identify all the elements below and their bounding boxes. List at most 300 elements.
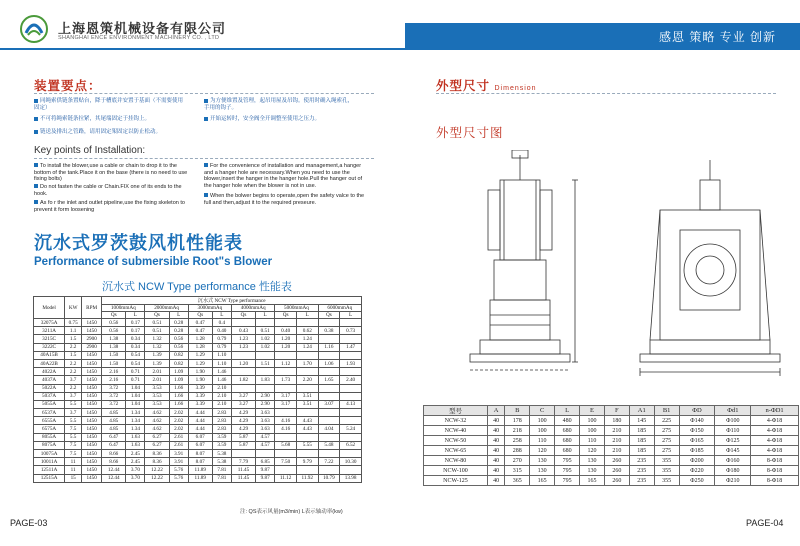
dimension-header: ΦD <box>679 406 715 416</box>
table-row <box>34 458 362 466</box>
table-cell: 12.44 <box>102 474 126 482</box>
install-note-cn-1: 同绳索供链条置贴台，降于槽底并安置于基面（不需要使用固定） <box>34 98 184 111</box>
table-cell: 4.29 <box>232 409 256 417</box>
table-cell: 2.02 <box>169 425 188 433</box>
table-cell: 3.27 <box>232 400 256 408</box>
table-cell: 185 <box>629 446 654 456</box>
table-cell: 3.91 <box>169 450 188 458</box>
table-cell: 180 <box>604 416 629 426</box>
table-cell: 3.59 <box>212 433 231 441</box>
table-cell: 3.53 <box>145 400 169 408</box>
table-cell: 7.22 <box>318 458 340 466</box>
install-title-en: Key points of Installation: <box>34 145 146 156</box>
table-cell: Φ185 <box>679 446 715 456</box>
table-cell: 275 <box>654 426 679 436</box>
table-cell: 40A22B <box>34 359 65 367</box>
table-cell: 288 <box>505 446 530 456</box>
table-cell: 5055A <box>34 400 65 408</box>
table-cell <box>232 351 256 359</box>
table-cell: 1.28 <box>188 335 212 343</box>
table-cell: 0.51 <box>145 327 169 335</box>
table-cell: 5.5 <box>65 417 82 425</box>
col-l: L <box>212 312 231 319</box>
table-cell: 2.10 <box>212 392 231 400</box>
table-cell: 1.29 <box>188 359 212 367</box>
table-cell: 4.43 <box>296 425 318 433</box>
table-cell: 795 <box>555 466 580 476</box>
table-cell: 2.2 <box>65 384 82 392</box>
table-cell: 0.34 <box>126 343 145 351</box>
table-cell <box>318 319 340 327</box>
table-cell: NCW-65 <box>424 446 488 456</box>
pressure-header: 4000mmAq <box>232 305 275 312</box>
table-cell: 2.01 <box>145 376 169 384</box>
table-cell: 2.90 <box>255 400 274 408</box>
table-cell <box>340 433 362 441</box>
table-cell: NCW-50 <box>424 436 488 446</box>
table-cell: 3.17 <box>275 392 297 400</box>
table-cell <box>318 450 340 458</box>
table-cell: 100 <box>580 416 605 426</box>
slogan: 感恩 策略 专业 创新 <box>658 30 776 44</box>
table-cell: 9.87 <box>255 466 274 474</box>
table-cell: 5022A <box>34 384 65 392</box>
table-cell: 1450 <box>82 319 102 327</box>
table-row <box>424 466 799 476</box>
table-cell: 4.43 <box>296 417 318 425</box>
table-cell: 3.70 <box>126 466 145 474</box>
table-cell: 1450 <box>82 450 102 458</box>
table-cell: 2900 <box>82 335 102 343</box>
table-cell: 3.72 <box>102 392 126 400</box>
table-cell: 185 <box>629 436 654 446</box>
table-cell: 3.72 <box>102 400 126 408</box>
table-cell: 100 <box>530 416 555 426</box>
col-l: L <box>296 312 318 319</box>
table-cell: 1450 <box>82 392 102 400</box>
table-cell: 4.85 <box>102 425 126 433</box>
col-rpm: RPM <box>82 297 102 319</box>
table-cell: 0.54 <box>126 351 145 359</box>
table-cell: 12515A <box>34 474 65 482</box>
table-cell: 1450 <box>82 400 102 408</box>
col-l: L <box>126 312 145 319</box>
table-cell: 6.47 <box>102 441 126 449</box>
table-cell: 7.81 <box>212 466 231 474</box>
table-cell <box>340 450 362 458</box>
table-cell: 130 <box>530 456 555 466</box>
table-cell: 0.79 <box>212 343 231 351</box>
table-cell: 8.36 <box>145 458 169 466</box>
table-cell: 1450 <box>82 327 102 335</box>
table-cell <box>318 351 340 359</box>
table-cell: 1.51 <box>255 359 274 367</box>
table-cell: 3.72 <box>102 384 126 392</box>
dimension-header: A <box>487 406 504 416</box>
table-cell: 3.59 <box>212 441 231 449</box>
table-cell: 680 <box>555 446 580 456</box>
table-cell: 6537A <box>34 409 65 417</box>
table-cell: 6.85 <box>255 458 274 466</box>
table-cell: 13.98 <box>340 474 362 482</box>
table-cell: 11.45 <box>232 466 256 474</box>
table-cell: 6.07 <box>188 433 212 441</box>
table-row <box>34 392 362 400</box>
table-cell: 185 <box>629 426 654 436</box>
header-divider <box>0 48 405 50</box>
table-cell: 0.71 <box>126 376 145 384</box>
dimension-header: Φd1 <box>715 406 751 416</box>
install-divider <box>34 93 374 94</box>
table-cell: 2.10 <box>212 384 231 392</box>
table-cell: 1.09 <box>169 376 188 384</box>
install-note-en-2: Do not fasten the cable or Chain.FIX one of its ends to the hook. <box>34 184 182 197</box>
table-cell: 1450 <box>82 425 102 433</box>
table-cell: 4.16 <box>275 425 297 433</box>
table-cell: 4-Φ18 <box>751 426 799 436</box>
table-cell: 40 <box>487 436 504 446</box>
table-cell: 2.83 <box>212 417 231 425</box>
table-row <box>424 446 799 456</box>
table-cell: 218 <box>505 426 530 436</box>
table-cell: 1450 <box>82 433 102 441</box>
table-cell: 1.34 <box>126 425 145 433</box>
table-cell <box>275 433 297 441</box>
table-cell: 0.56 <box>102 319 126 327</box>
table-cell: 40 <box>487 426 504 436</box>
table-cell: 0.40 <box>275 327 297 335</box>
install-note-en-4: For the convenience of installation and management,a hanger and a hanger hole are necessary.When you need to use the blower,insert the hanger in the hanger hole.Pull the hanger out of the hanger hole when the blower is not in use. <box>204 163 363 189</box>
page-header <box>0 0 800 50</box>
table-cell: 2.2 <box>65 359 82 367</box>
table-cell: 1.02 <box>255 335 274 343</box>
table-cell: 2.45 <box>126 458 145 466</box>
col-l: L <box>255 312 274 319</box>
table-cell <box>232 368 256 376</box>
table-cell <box>340 351 362 359</box>
table-cell: 2.01 <box>145 368 169 376</box>
table-cell <box>275 384 297 392</box>
table-cell <box>340 368 362 376</box>
table-cell: 5037A <box>34 392 65 400</box>
table-cell: 3211A <box>34 327 65 335</box>
table-cell <box>318 392 340 400</box>
table-cell <box>340 335 362 343</box>
dimension-header: 型号 <box>424 406 488 416</box>
table-cell: 1.23 <box>232 335 256 343</box>
table-cell: 1.90 <box>188 376 212 384</box>
table-cell: 32075A <box>34 319 65 327</box>
table-cell: 6.27 <box>145 441 169 449</box>
table-cell: 5.5 <box>65 433 82 441</box>
table-cell <box>340 392 362 400</box>
table-cell: 11.92 <box>296 474 318 482</box>
table-cell: 1.20 <box>275 343 297 351</box>
table-cell: 1.09 <box>169 368 188 376</box>
table-cell <box>232 384 256 392</box>
table-row <box>34 319 362 327</box>
table-cell: 1.06 <box>318 359 340 367</box>
table-cell: 10075A <box>34 450 65 458</box>
table-cell: 10011A <box>34 458 65 466</box>
table-cell: 4.44 <box>188 425 212 433</box>
table-cell: 15 <box>65 474 82 482</box>
performance-table <box>33 296 362 483</box>
table-cell: 2.10 <box>212 400 231 408</box>
table-row <box>424 416 799 426</box>
table-cell <box>318 409 340 417</box>
table-cell: 1450 <box>82 458 102 466</box>
table-cell: 3.63 <box>255 409 274 417</box>
col-qs: Qs <box>188 312 212 319</box>
page-number-right: PAGE-04 <box>746 518 784 528</box>
table-cell: 130 <box>530 466 555 476</box>
table-cell: 40 <box>487 456 504 466</box>
dimension-header: F <box>604 406 629 416</box>
table-cell: 3.7 <box>65 392 82 400</box>
table-cell: 1.46 <box>212 376 231 384</box>
table-cell: 11.12 <box>275 474 297 482</box>
table-cell: 2.02 <box>169 409 188 417</box>
col-kw: KW <box>65 297 82 319</box>
table-cell: 110 <box>530 436 555 446</box>
table-cell: 1.90 <box>188 368 212 376</box>
table-cell: 315 <box>505 466 530 476</box>
table-cell <box>318 368 340 376</box>
table-cell: 1.02 <box>255 343 274 351</box>
table-cell: NCW-100 <box>424 466 488 476</box>
table-cell <box>340 409 362 417</box>
table-cell: 8055A <box>34 433 65 441</box>
table-cell: 355 <box>654 476 679 486</box>
table-cell <box>255 384 274 392</box>
table-cell: 4.62 <box>145 417 169 425</box>
table-cell: 4.29 <box>232 417 256 425</box>
pressure-header: 3000mmAq <box>188 305 231 312</box>
table-cell: Φ200 <box>679 456 715 466</box>
table-cell <box>318 466 340 474</box>
install-note-en-1: To install the blower,use a cable or chain to drop it to the bottom of the tank.Place it on the base (there is no need to use fixing bolts) <box>34 163 188 182</box>
table-cell: 110 <box>580 436 605 446</box>
table-cell: 11.89 <box>188 474 212 482</box>
install-note-cn-5: 开始运转时，安全阀全开调整至使用之压力。 <box>204 116 354 123</box>
table-cell <box>255 450 274 458</box>
table-cell <box>275 351 297 359</box>
table-cell <box>232 450 256 458</box>
table-cell: 4.57 <box>255 433 274 441</box>
table-cell: 165 <box>530 476 555 486</box>
table-cell: 10.79 <box>318 474 340 482</box>
table-cell <box>275 409 297 417</box>
table-cell: 130 <box>580 456 605 466</box>
table-cell <box>296 384 318 392</box>
table-cell <box>275 466 297 474</box>
table-cell: 795 <box>555 476 580 486</box>
table-cell: 2.83 <box>212 425 231 433</box>
col-model: Model <box>34 297 65 319</box>
table-row <box>34 433 362 441</box>
table-row <box>34 425 362 433</box>
table-cell: 4.85 <box>102 409 126 417</box>
col-l: L <box>169 312 188 319</box>
table-cell: 2.40 <box>340 376 362 384</box>
table-cell: Φ150 <box>679 426 715 436</box>
table-cell: 2900 <box>82 343 102 351</box>
table-cell: 9.87 <box>255 474 274 482</box>
table-cell: 4.16 <box>275 417 297 425</box>
table-cell: 6575A <box>34 425 65 433</box>
table-cell: 0.56 <box>169 343 188 351</box>
table-cell: 1.82 <box>232 376 256 384</box>
col-l: L <box>340 312 362 319</box>
table-cell: 1.50 <box>102 351 126 359</box>
table-cell: 6.47 <box>102 433 126 441</box>
table-cell: 7.50 <box>275 458 297 466</box>
install-note-cn-2: 不可将绳索链条拉紧，其尾端固定于挂钩上。 <box>34 116 184 123</box>
table-cell: 3.53 <box>145 384 169 392</box>
table-cell: 1.23 <box>232 343 256 351</box>
table-cell: 3.51 <box>296 392 318 400</box>
table-cell: 8.07 <box>188 450 212 458</box>
table-row <box>34 384 362 392</box>
table-cell <box>296 466 318 474</box>
install-note-cn-4: 为方便维置及管理，起吊用屋及吊钩。使用时确入绳索孔，手用的钩子。 <box>204 98 354 111</box>
table-cell: 1.47 <box>340 343 362 351</box>
table-cell: 210 <box>604 426 629 436</box>
table-cell: 12.44 <box>102 466 126 474</box>
table-cell: 4.04 <box>318 425 340 433</box>
table-row <box>34 351 362 359</box>
table-cell: Φ180 <box>715 466 751 476</box>
dimension-header: L <box>555 406 580 416</box>
table-cell: 40 <box>487 446 504 456</box>
table-cell: Φ160 <box>715 456 751 466</box>
table-cell: 0.75 <box>65 319 82 327</box>
table-cell: 1.12 <box>275 359 297 367</box>
table-cell: 1450 <box>82 351 102 359</box>
table-cell: 3.39 <box>188 384 212 392</box>
table-cell: 2.83 <box>212 409 231 417</box>
table-cell: 4.85 <box>102 417 126 425</box>
table-cell: 1.39 <box>145 359 169 367</box>
table-cell: 40 <box>487 466 504 476</box>
table-cell <box>296 319 318 327</box>
install-note-en-5: When the bolwer begins to operate,open the safety valce to the full and then,adjust it to the required preseure. <box>204 193 365 206</box>
table-cell: 0.82 <box>169 351 188 359</box>
table-cell: 3.91 <box>169 458 188 466</box>
table-cell: 1.65 <box>318 376 340 384</box>
table-cell: Φ110 <box>715 426 751 436</box>
table-cell: NCW-125 <box>424 476 488 486</box>
table-cell: 3.51 <box>296 400 318 408</box>
table-cell: 4.44 <box>188 409 212 417</box>
table-cell: 0.71 <box>126 368 145 376</box>
table-cell: 0.62 <box>296 327 318 335</box>
dimension-header: B <box>505 406 530 416</box>
table-cell: 8.36 <box>145 450 169 458</box>
table-cell: 1.38 <box>102 343 126 351</box>
dimension-header: n-ΦD1 <box>751 406 799 416</box>
table-cell: 0.73 <box>340 327 362 335</box>
table-cell: 7.5 <box>65 441 82 449</box>
table-cell <box>296 450 318 458</box>
table-cell: 3.07 <box>318 400 340 408</box>
table-cell: 1450 <box>82 466 102 474</box>
company-name-cn: 上海恩策机械设备有限公司 <box>58 21 227 36</box>
table-cell: 210 <box>604 436 629 446</box>
table-cell: 40 <box>487 416 504 426</box>
table-cell <box>255 351 274 359</box>
table-cell: 1.83 <box>255 376 274 384</box>
table-cell: 235 <box>629 456 654 466</box>
dimension-header: E <box>580 406 605 416</box>
header-banner <box>405 23 800 50</box>
table-cell: Φ145 <box>715 446 751 456</box>
table-cell: 4.57 <box>255 441 274 449</box>
table-cell <box>275 319 297 327</box>
table-cell: Φ140 <box>679 416 715 426</box>
table-cell: 6555A <box>34 417 65 425</box>
table-cell: 4-Φ18 <box>751 446 799 456</box>
table-cell: NCW-32 <box>424 416 488 426</box>
table-cell: 1.66 <box>169 400 188 408</box>
pressure-header: 6000mmAq <box>318 305 361 312</box>
table-cell: 0.82 <box>169 359 188 367</box>
table-cell: 1450 <box>82 409 102 417</box>
table-row <box>34 400 362 408</box>
table-cell: 1.66 <box>169 384 188 392</box>
table-cell: 1.24 <box>296 343 318 351</box>
table-cell: 3215C <box>34 335 65 343</box>
table-cell: 4.62 <box>145 409 169 417</box>
dimension-header: A1 <box>629 406 654 416</box>
table-cell: 130 <box>580 466 605 476</box>
table-cell: 1.38 <box>102 335 126 343</box>
table-cell: 1.04 <box>126 400 145 408</box>
table-cell: 795 <box>555 456 580 466</box>
table-cell: 7.5 <box>65 450 82 458</box>
table-cell: 6.07 <box>188 441 212 449</box>
table-cell: 0.51 <box>145 319 169 327</box>
col-qs: Qs <box>232 312 256 319</box>
table-cell: 178 <box>505 416 530 426</box>
table-cell: 5.24 <box>340 425 362 433</box>
dimension-table <box>423 405 799 486</box>
table-cell: 1450 <box>82 441 102 449</box>
table-cell: 1.1 <box>65 327 82 335</box>
pressure-header: 1000mmAq <box>102 305 145 312</box>
table-cell: 2.61 <box>169 441 188 449</box>
pressure-header: 2000mmAq <box>145 305 188 312</box>
table-cell <box>255 319 274 327</box>
table-cell: 235 <box>629 476 654 486</box>
table-cell <box>318 433 340 441</box>
table-cell: 7.81 <box>212 474 231 482</box>
table-cell <box>318 335 340 343</box>
table-cell <box>275 450 297 458</box>
table-cell: 145 <box>629 416 654 426</box>
table-cell: 0.47 <box>188 327 212 335</box>
table-cell: 12511A <box>34 466 65 474</box>
table-cell: 0.56 <box>102 327 126 335</box>
table-cell: 0.47 <box>188 319 212 327</box>
table-cell: 7.79 <box>232 458 256 466</box>
table-cell: 4.13 <box>340 400 362 408</box>
table-cell: 1.32 <box>145 343 169 351</box>
table-cell: 1.16 <box>318 343 340 351</box>
table-cell: 120 <box>580 446 605 456</box>
table-row <box>34 450 362 458</box>
